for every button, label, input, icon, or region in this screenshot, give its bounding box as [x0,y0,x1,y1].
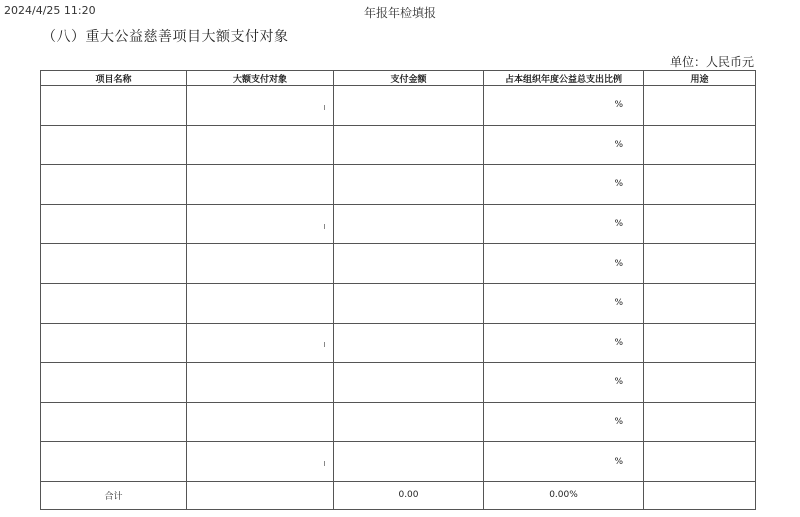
scan-mark [324,105,325,110]
print-timestamp: 2024/4/25 11:20 [4,4,96,17]
amount-cell[interactable] [334,363,484,403]
ratio-cell[interactable]: % [484,244,644,284]
ratio-cell[interactable]: % [484,86,644,126]
ratio-cell[interactable]: % [484,323,644,363]
purpose-cell[interactable] [644,363,756,403]
amount-cell[interactable] [334,86,484,126]
total-label: 合计 [41,481,187,509]
scan-mark [324,224,325,229]
project-name-cell[interactable] [41,323,187,363]
purpose-cell[interactable] [644,323,756,363]
ratio-cell[interactable]: % [484,165,644,205]
document-header-title: 年报年检填报 [363,6,436,20]
payee-cell[interactable] [187,442,334,482]
purpose-cell[interactable] [644,125,756,165]
column-header-payee: 大额支付对象 [187,71,334,86]
payee-cell[interactable] [187,86,334,126]
total-payee-cell [187,481,334,509]
payee-cell[interactable] [187,165,334,205]
amount-cell[interactable] [334,402,484,442]
table-row [41,442,756,482]
table-row [41,244,756,284]
ratio-cell[interactable]: % [484,204,644,244]
amount-cell[interactable] [334,125,484,165]
project-name-cell[interactable] [41,442,187,482]
ratio-cell[interactable]: % [484,283,644,323]
project-name-cell[interactable] [41,86,187,126]
purpose-cell[interactable] [644,86,756,126]
purpose-cell[interactable] [644,402,756,442]
scan-mark [324,461,325,466]
scan-mark [324,342,325,347]
column-header-ratio: 占本组织年度公益总支出比例 [484,71,644,86]
table-row [41,86,756,126]
purpose-cell[interactable] [644,244,756,284]
payee-cell[interactable] [187,204,334,244]
purpose-cell[interactable] [644,283,756,323]
ratio-cell[interactable]: % [484,402,644,442]
total-amount: 0.00 [334,481,484,509]
payee-cell[interactable] [187,363,334,403]
column-header-purpose: 用途 [644,71,756,86]
payee-cell[interactable] [187,283,334,323]
project-name-cell[interactable] [41,402,187,442]
ratio-cell[interactable]: % [484,125,644,165]
total-row [41,481,756,509]
amount-cell[interactable] [334,283,484,323]
table-row [41,283,756,323]
amount-cell[interactable] [334,204,484,244]
amount-cell[interactable] [334,323,484,363]
project-name-cell[interactable] [41,283,187,323]
table-row [41,323,756,363]
table-row [41,204,756,244]
amount-cell[interactable] [334,244,484,284]
ratio-cell[interactable]: % [484,363,644,403]
payee-cell[interactable] [187,323,334,363]
table-row [41,125,756,165]
table-row [41,165,756,205]
table-row [41,363,756,403]
amount-cell[interactable] [334,442,484,482]
amount-cell[interactable] [334,165,484,205]
large-payment-table [40,70,756,510]
table-header-row [41,71,756,86]
project-name-cell[interactable] [41,165,187,205]
payee-cell[interactable] [187,125,334,165]
section-title: （八）重大公益慈善项目大额支付对象 [42,29,289,45]
purpose-cell[interactable] [644,442,756,482]
currency-unit-label: 单位：人民币元 [669,55,754,69]
purpose-cell[interactable] [644,204,756,244]
ratio-cell[interactable]: % [484,442,644,482]
project-name-cell[interactable] [41,363,187,403]
payee-cell[interactable] [187,402,334,442]
column-header-project-name: 项目名称 [41,71,187,86]
total-ratio: 0.00% [484,481,644,509]
project-name-cell[interactable] [41,125,187,165]
project-name-cell[interactable] [41,204,187,244]
column-header-amount: 支付金额 [334,71,484,86]
table-row [41,402,756,442]
total-purpose-cell [644,481,756,509]
purpose-cell[interactable] [644,165,756,205]
project-name-cell[interactable] [41,244,187,284]
payee-cell[interactable] [187,244,334,284]
